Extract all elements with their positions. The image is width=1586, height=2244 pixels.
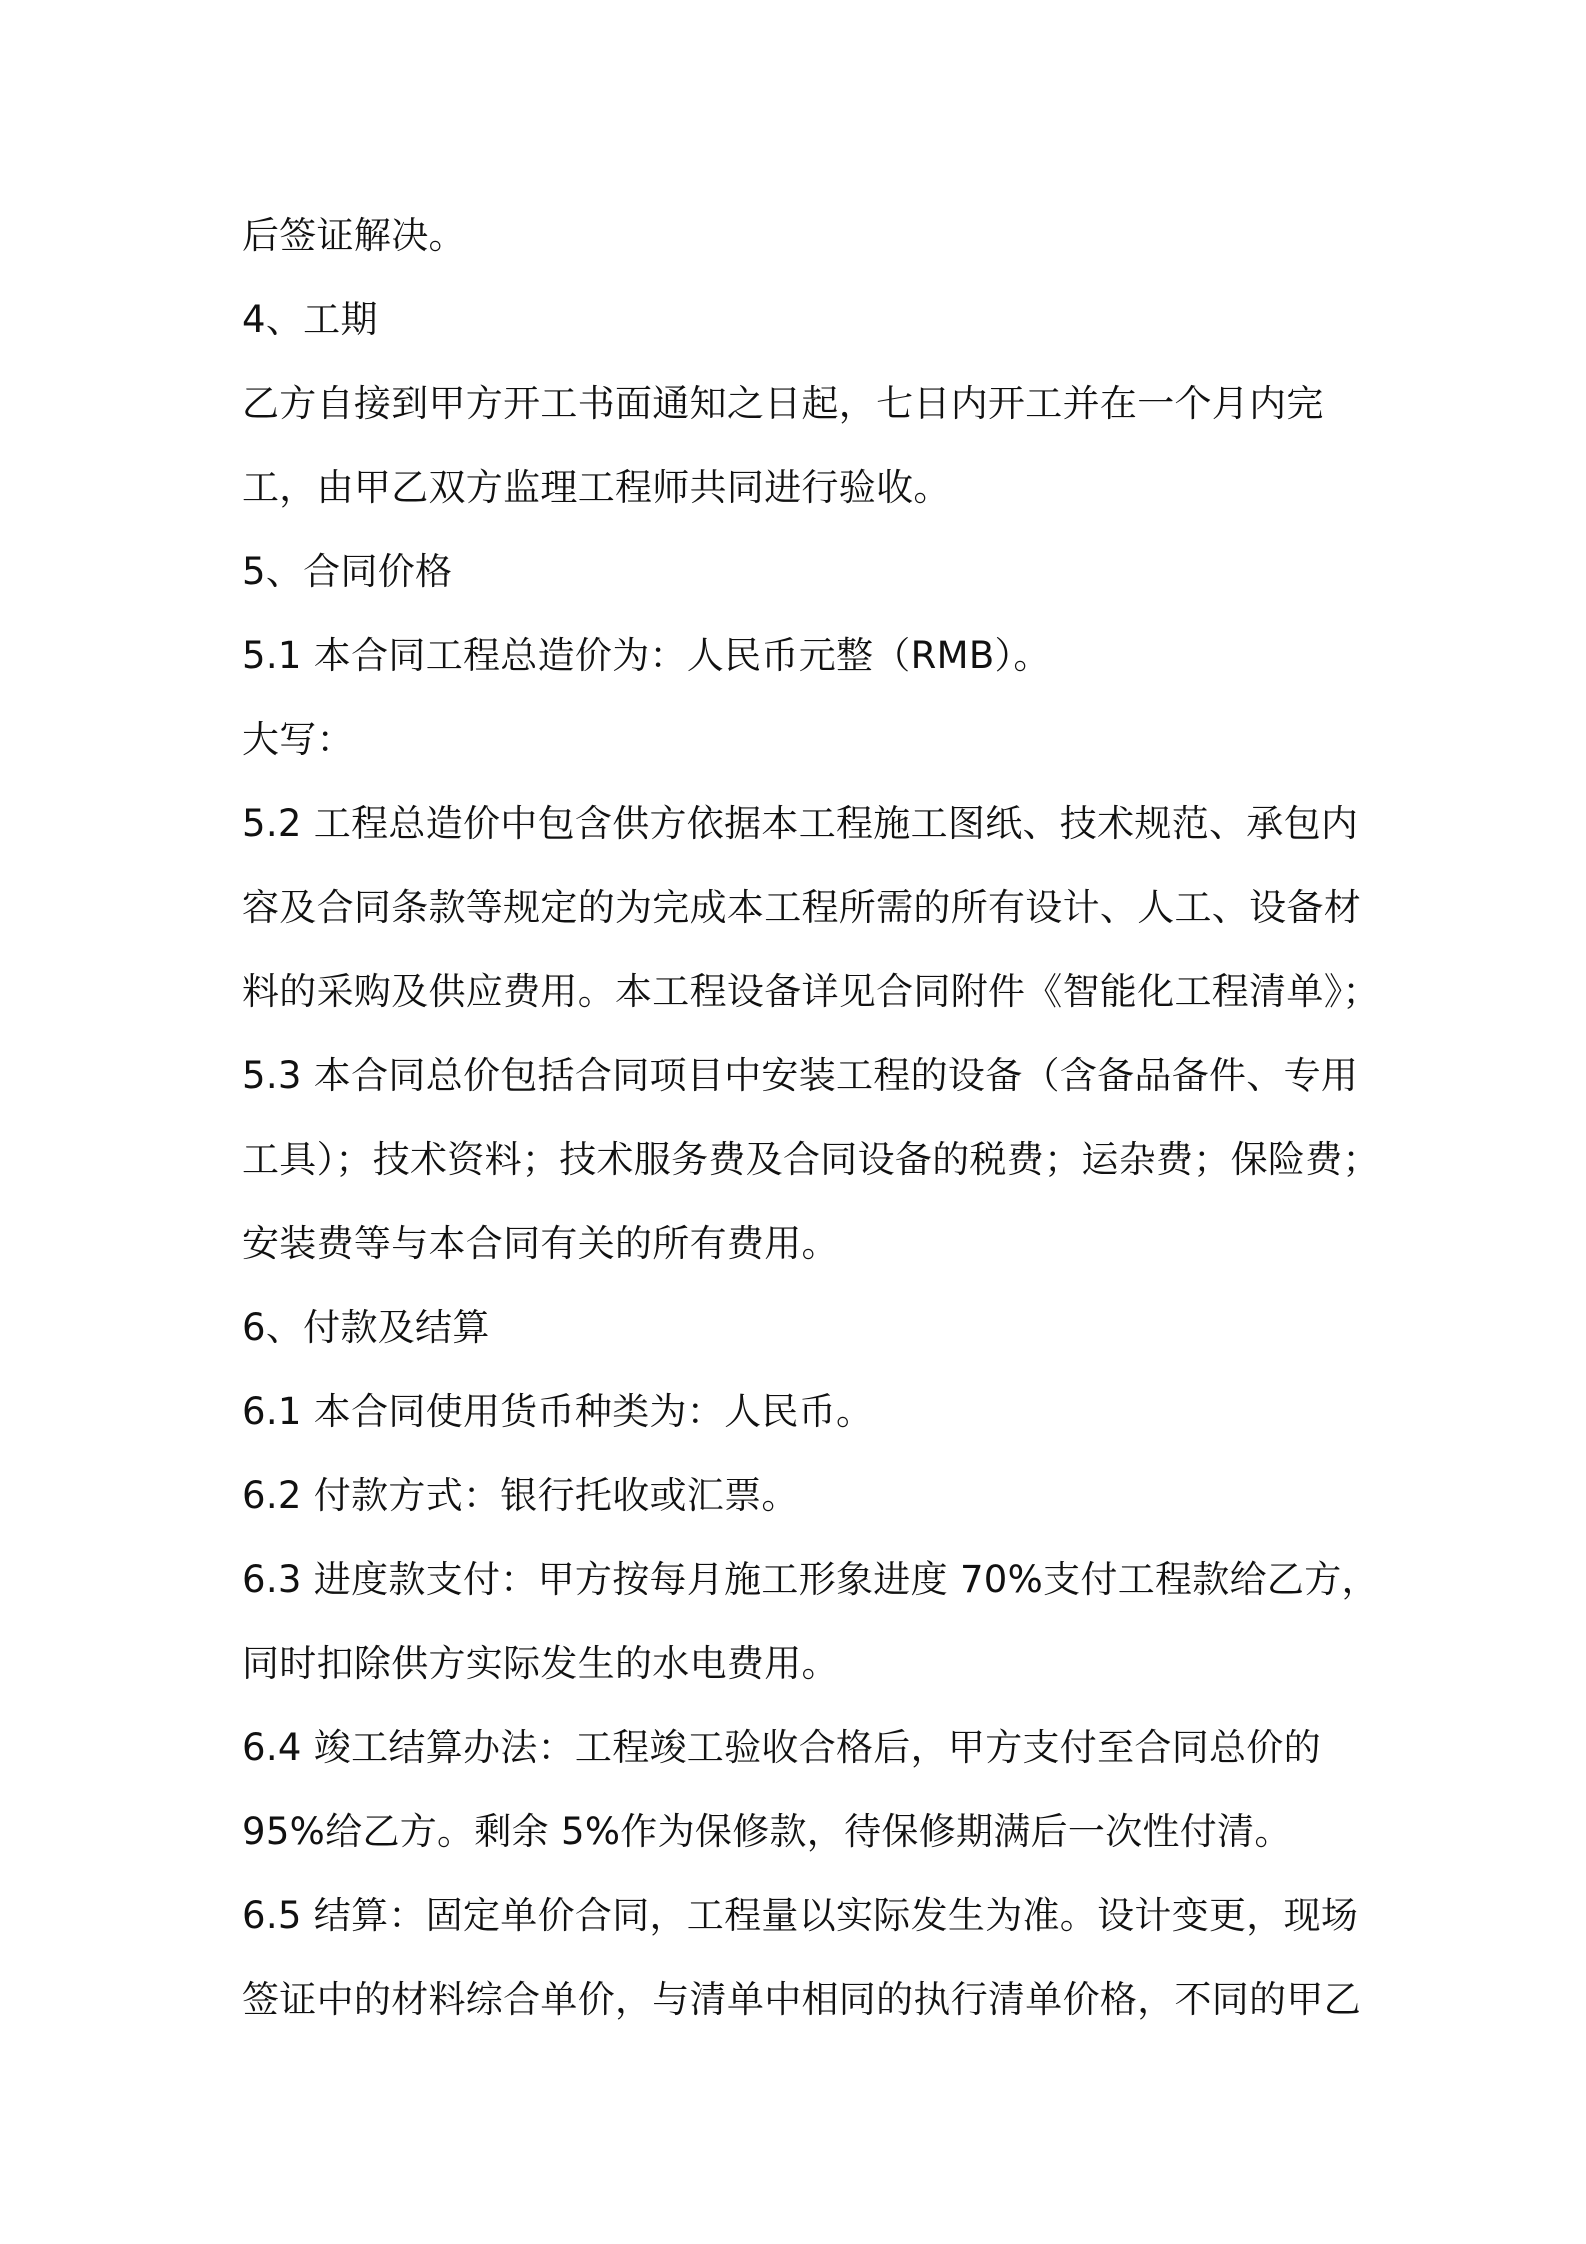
section-heading-schedule: 4、工期	[242, 298, 378, 341]
clause-6-4: 6.4 竣工结算办法：工程竣工验收合格后，甲方支付至合同总价的	[242, 1726, 1321, 1769]
section-heading-payment: 6、付款及结算	[242, 1306, 490, 1349]
clause-6-2: 6.2 付款方式：银行托收或汇票。	[242, 1474, 799, 1517]
text-line: 料的采购及供应费用。本工程设备详见合同附件《智能化工程清单》；	[242, 970, 1380, 1013]
contract-text	[242, 194, 1380, 2042]
text-line: 工，由甲乙双方监理工程师共同进行验收。	[242, 466, 951, 509]
text-line: 工具）；技术资料；技术服务费及合同设备的税费；运杂费；保险费；	[242, 1138, 1380, 1181]
text-line: 容及合同条款等规定的为完成本工程所需的所有设计、人工、设备材	[242, 886, 1361, 929]
text-line: 同时扣除供方实际发生的水电费用。	[242, 1642, 839, 1685]
text-line: 乙方自接到甲方开工书面通知之日起，七日内开工并在一个月内完	[242, 382, 1324, 425]
text-line: 95%给乙方。剩余 5%作为保修款，待保修期满后一次性付清。	[242, 1810, 1292, 1853]
clause-6-3: 6.3 进度款支付：甲方按每月施工形象进度 70%支付工程款给乙方，	[242, 1558, 1379, 1601]
text-line: 安装费等与本合同有关的所有费用。	[242, 1222, 839, 1265]
text-line: 签证中的材料综合单价，与清单中相同的执行清单价格，不同的甲乙	[242, 1978, 1361, 2021]
clause-6-1: 6.1 本合同使用货币种类为：人民币。	[242, 1390, 874, 1433]
clause-5-3: 5.3 本合同总价包括合同项目中安装工程的设备（含备品备件、专用	[242, 1054, 1359, 1097]
text-line: 后签证解决。	[242, 214, 466, 257]
section-heading-contract-price: 5、合同价格	[242, 550, 453, 593]
clause-5-1: 5.1 本合同工程总造价为：人民币元整（RMB）。	[242, 634, 1051, 677]
clause-5-2: 5.2 工程总造价中包含供方依据本工程施工图纸、技术规范、承包内	[242, 802, 1359, 845]
clause-6-5: 6.5 结算：固定单价合同，工程量以实际发生为准。设计变更，现场	[242, 1894, 1359, 1937]
text-line: 大写：	[242, 718, 354, 761]
